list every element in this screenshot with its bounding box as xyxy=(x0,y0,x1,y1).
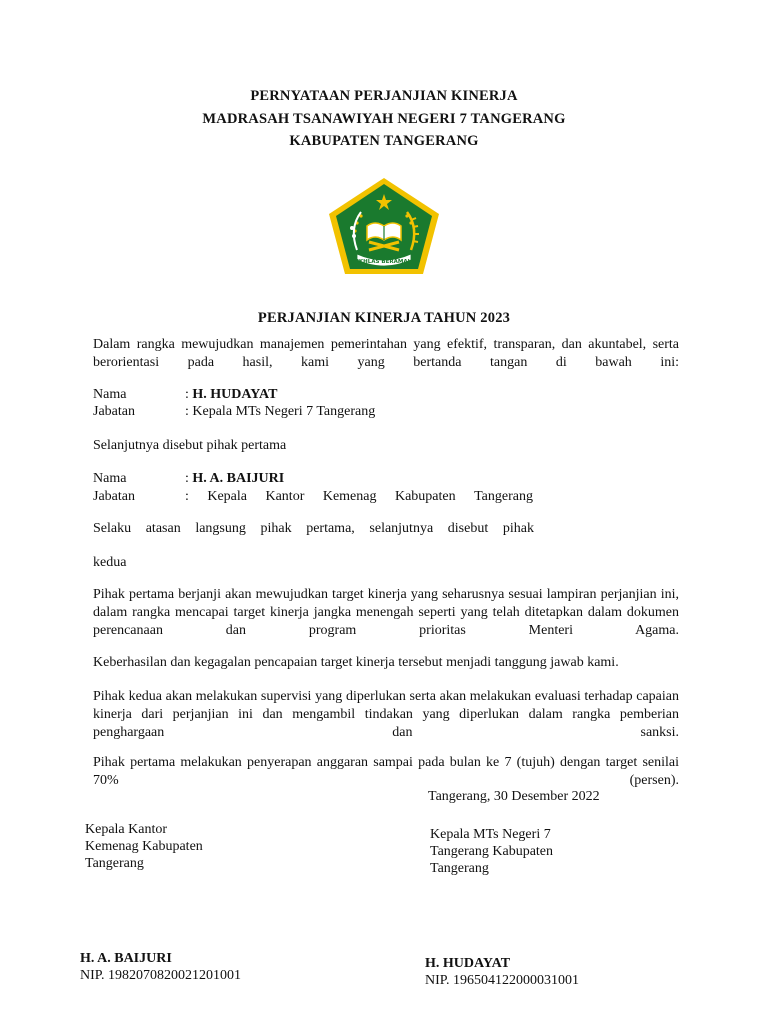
right-signatory-title-1: Kepala MTs Negeri 7 xyxy=(430,827,551,842)
party2-note-end: kedua xyxy=(93,555,127,570)
party2-note-word: selanjutnya xyxy=(369,521,434,536)
intro-paragraph: Dalam rangka mewujudkan manajemen pemerintahan yang efektif, transparan, dan akuntabel, serta berorientasi pada hasil, kami yang bertanda tangan di bawah ini: xyxy=(93,337,679,370)
header-line-1: PERNYATAAN PERJANJIAN KINERJA xyxy=(250,88,518,104)
left-signatory-title-2: Kemenag Kabupaten xyxy=(85,839,203,854)
party1-jabatan-value: Kepala MTs Negeri 7 Tangerang xyxy=(192,404,376,419)
party2-jabatan-word: Kantor xyxy=(265,489,305,504)
party1-nama-label: Nama xyxy=(93,387,127,402)
logo-banner-text: IKHLAS BERAMAL xyxy=(356,259,412,265)
left-signatory-name: H. A. BAIJURI xyxy=(80,951,172,966)
party1-note: Selanjutnya disebut pihak pertama xyxy=(93,438,287,453)
header-line-3: KABUPATEN TANGERANG xyxy=(289,133,479,149)
party1-jabatan-label: Jabatan xyxy=(93,404,135,419)
party1-nama-value: H. HUDAYAT xyxy=(192,387,278,402)
paragraph-4: Pihak pertama melakukan penyerapan anggaran sampai pada bulan ke 7 (tujuh) dengan target senilai 70% (persen). xyxy=(93,755,679,788)
party1-jabatan-row: : Kepala MTs Negeri 7 Tangerang xyxy=(185,404,376,419)
party2-nama-row: : H. A. BAIJURI xyxy=(185,471,285,486)
party2-note-word: atasan xyxy=(145,521,181,536)
party2-nama-value: H. A. BAIJURI xyxy=(192,471,285,486)
party2-note-word: langsung xyxy=(195,521,246,536)
party2-jabatan-word: Kemenag xyxy=(322,489,377,504)
left-signatory-title-1: Kepala Kantor xyxy=(85,822,168,837)
header-line-2: MADRASAH TSANAWIYAH NEGERI 7 TANGERANG xyxy=(202,111,566,127)
right-signatory-nip: NIP. 196504122000031001 xyxy=(425,973,580,988)
party2-nama-label: Nama xyxy=(93,471,127,486)
document-title: PERJANJIAN KINERJA TAHUN 2023 xyxy=(257,310,511,326)
paragraph-3: Pihak kedua akan melakukan supervisi yang diperlukan serta akan melakukan evaluasi terhadap capaian kinerja dari perjanjian ini dan mengambil tindakan yang diperlukan dalam rangka pemberian penghargaan dan sanksi. xyxy=(93,689,679,740)
right-signatory-title-3: Tangerang xyxy=(430,861,489,876)
party2-jabatan-label: Jabatan xyxy=(93,489,135,504)
party2-jabatan-word: Tangerang xyxy=(474,489,533,504)
party2-note-line xyxy=(93,520,534,538)
party2-note-word: disebut xyxy=(447,521,489,536)
right-signatory-name: H. HUDAYAT xyxy=(425,956,511,971)
party2-note-word: Selaku xyxy=(93,521,132,536)
party2-jabatan-row: : Kepala Kantor Kemenag Kabupaten Tangerang xyxy=(185,489,533,504)
left-signatory-nip: NIP. 1982070820021201001 xyxy=(80,968,242,983)
party2-jabatan-word: Kabupaten xyxy=(394,489,456,504)
right-signatory-title-2: Tangerang Kabupaten xyxy=(430,844,554,859)
party2-note-word: pihak xyxy=(502,521,534,536)
party1-nama-row: : H. HUDAYAT xyxy=(185,387,278,402)
party2-note-word: pertama, xyxy=(306,521,355,536)
party2-jabatan-word: Kepala xyxy=(207,489,248,504)
party2-note-word: pihak xyxy=(260,521,292,536)
place-date: Tangerang, 30 Desember 2022 xyxy=(428,789,600,804)
kemenag-emblem-icon xyxy=(327,176,441,276)
paragraph-1: Pihak pertama berjanji akan mewujudkan target kinerja yang seharusnya sesuai lampiran perjanjian ini, dalam rangka mencapai target kinerja jangka menengah seperti yang telah ditetapkan dalam dokumen perencanaan dan program prioritas Menteri Agama. xyxy=(93,587,679,638)
paragraph-2: Keberhasilan dan kegagalan pencapaian target kinerja tersebut menjadi tanggung jawab kami. xyxy=(93,655,619,670)
left-signatory-title-3: Tangerang xyxy=(85,856,144,871)
